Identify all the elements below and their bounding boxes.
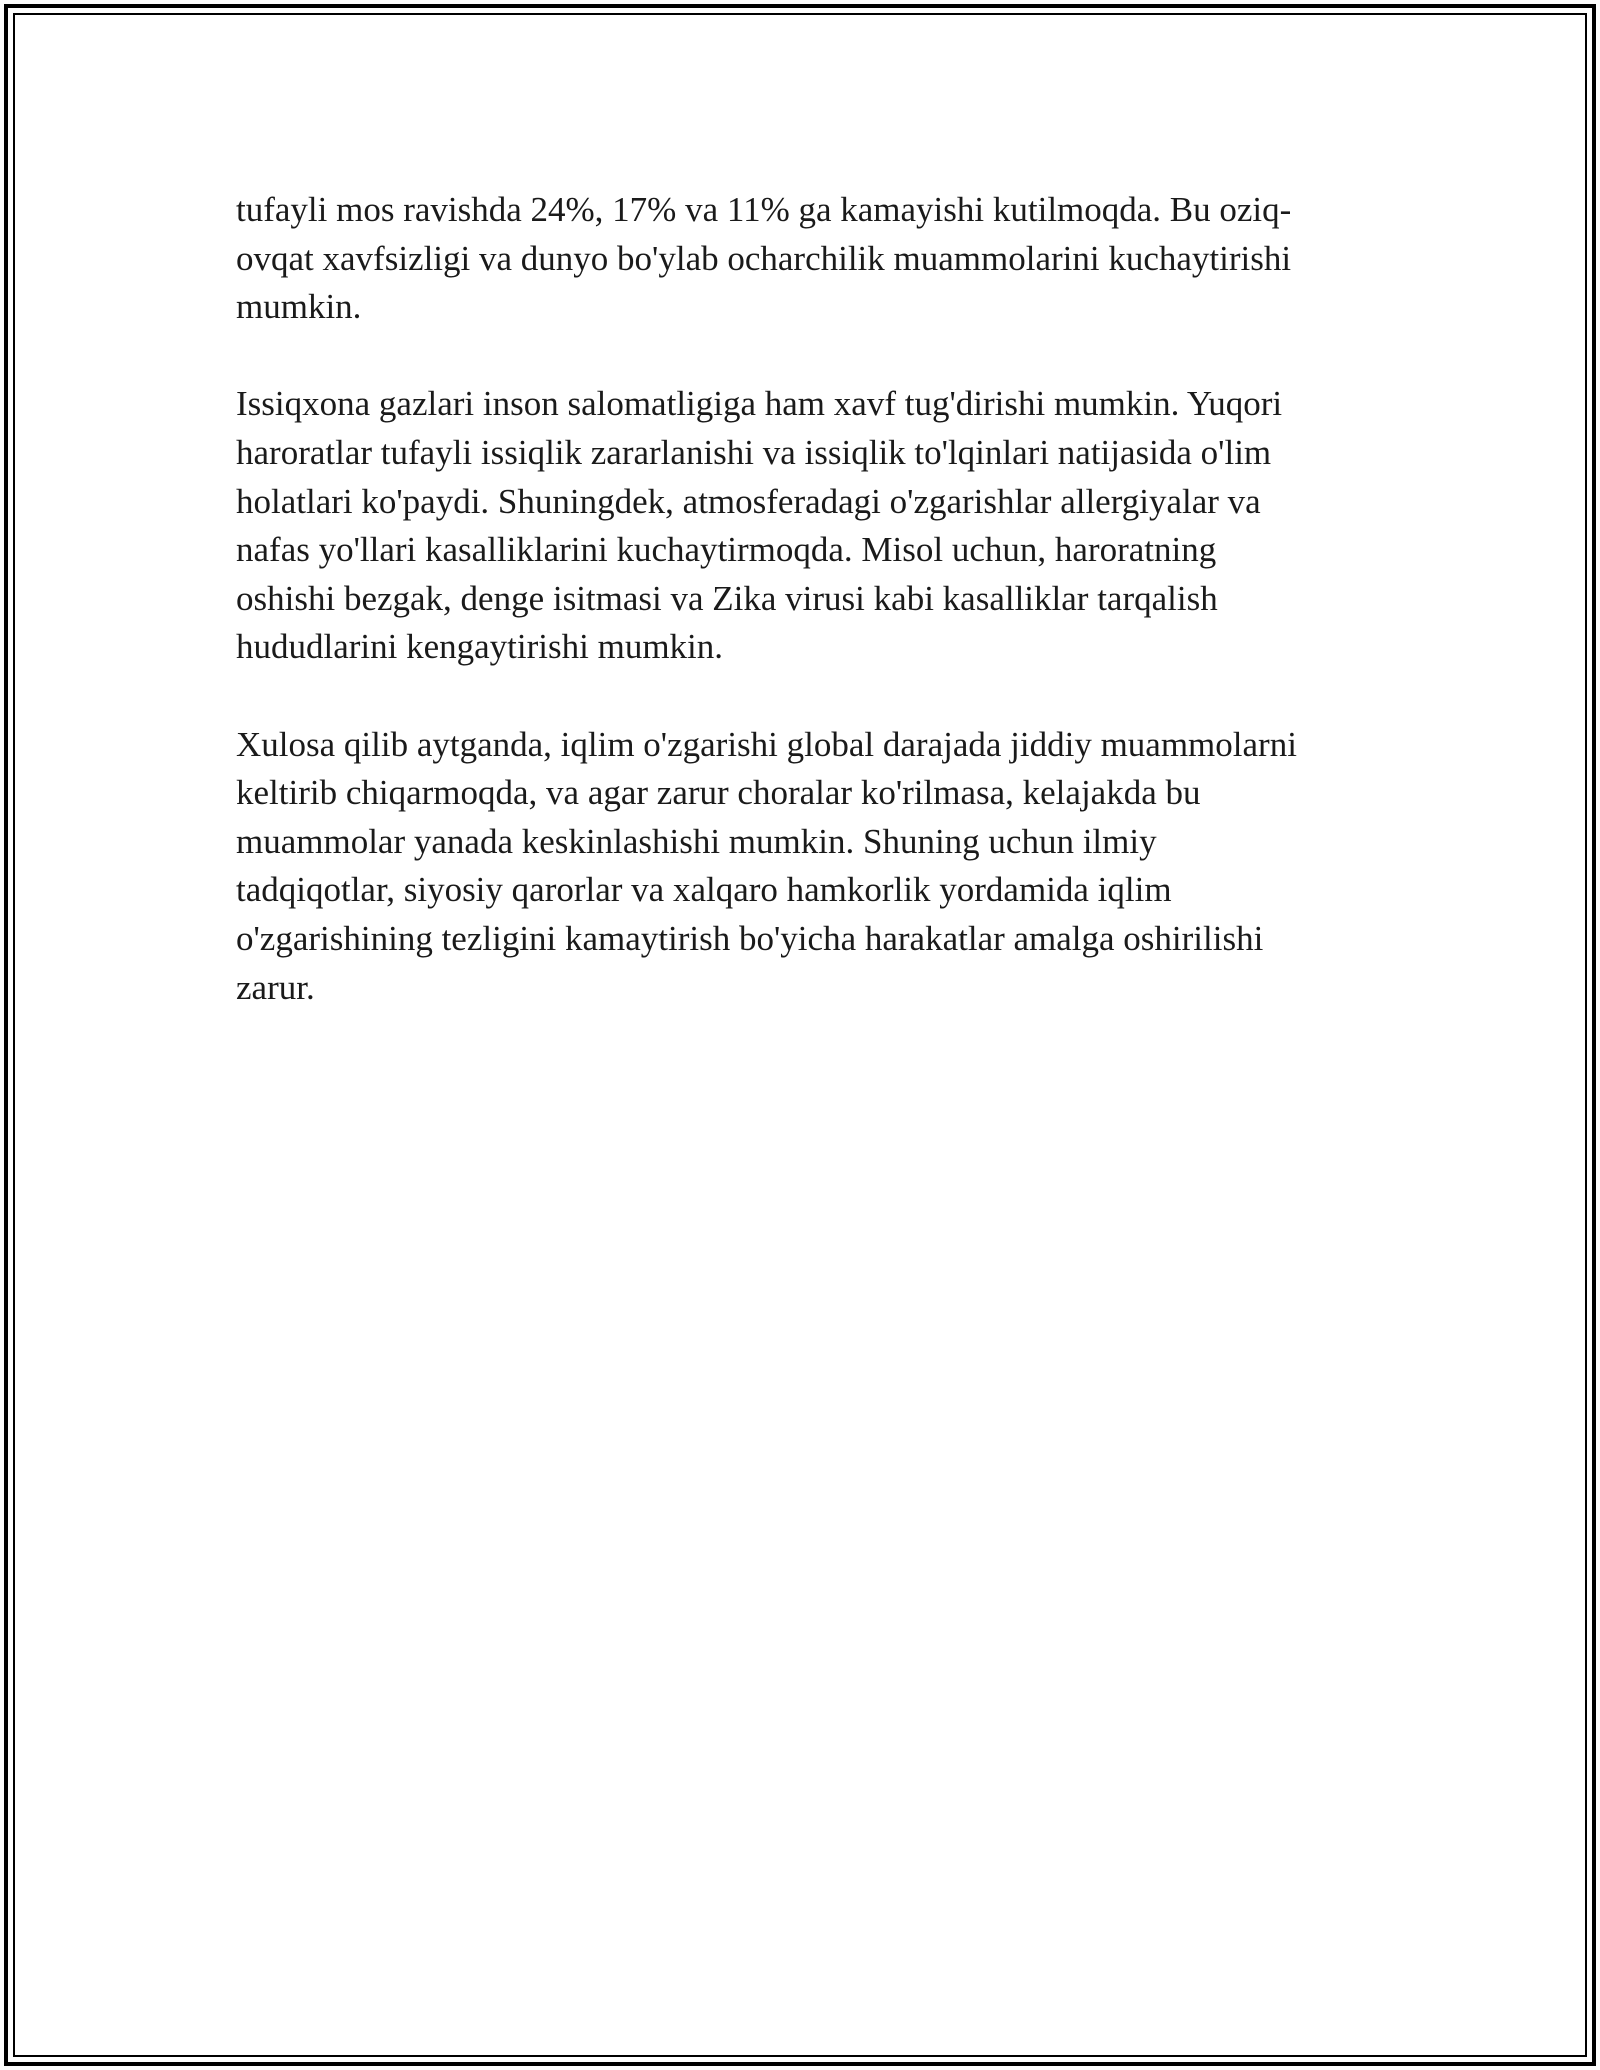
paragraph-food-security: tufayli mos ravishda 24%, 17% va 11% ga kamayishi kutilmoqda. Bu oziq- ovqat xavfsizligi va dunyo bo'ylab ocharchilik muammolarini kuchaytirishi mumkin.: [236, 190, 1292, 327]
paragraph-human-health: Issiqxona gazlari inson salomatligiga ham xavf tug'dirishi mumkin. Yuqori haroratlar tufayli issiqlik zararlanishi va issiqlik to'lqinlari natijasida o'lim holatlari ko'paydi. Shuningdek, atmosferadagi o'zgarishlar allergiyalar va nafas yo'llari kasalliklarini kuchaytirmoqda. Misol uchun, haroratning oshishi bezgak, denge isitmasi va Zika virusi kabi kasalliklar tarqalish hududlarini kengaytirishi mumkin.: [236, 384, 1283, 667]
document-body: [236, 186, 1358, 1061]
paragraph-conclusion: Xulosa qilib aytganda, iqlim o'zgarishi global darajada jiddiy muammolarni keltirib chiqarmoqda, va agar zarur choralar ko'rilmasa, kelajakda bu muammolar yanada keskinlashishi mumkin. Shuning uchun ilmiy tadqiqotlar, siyosiy qarorlar va xalqaro hamkorlik yordamida iqlim o'zgarishining tezligini kamaytirish bo'yicha harakatlar amalga oshirilishi zarur.: [236, 724, 1297, 1007]
